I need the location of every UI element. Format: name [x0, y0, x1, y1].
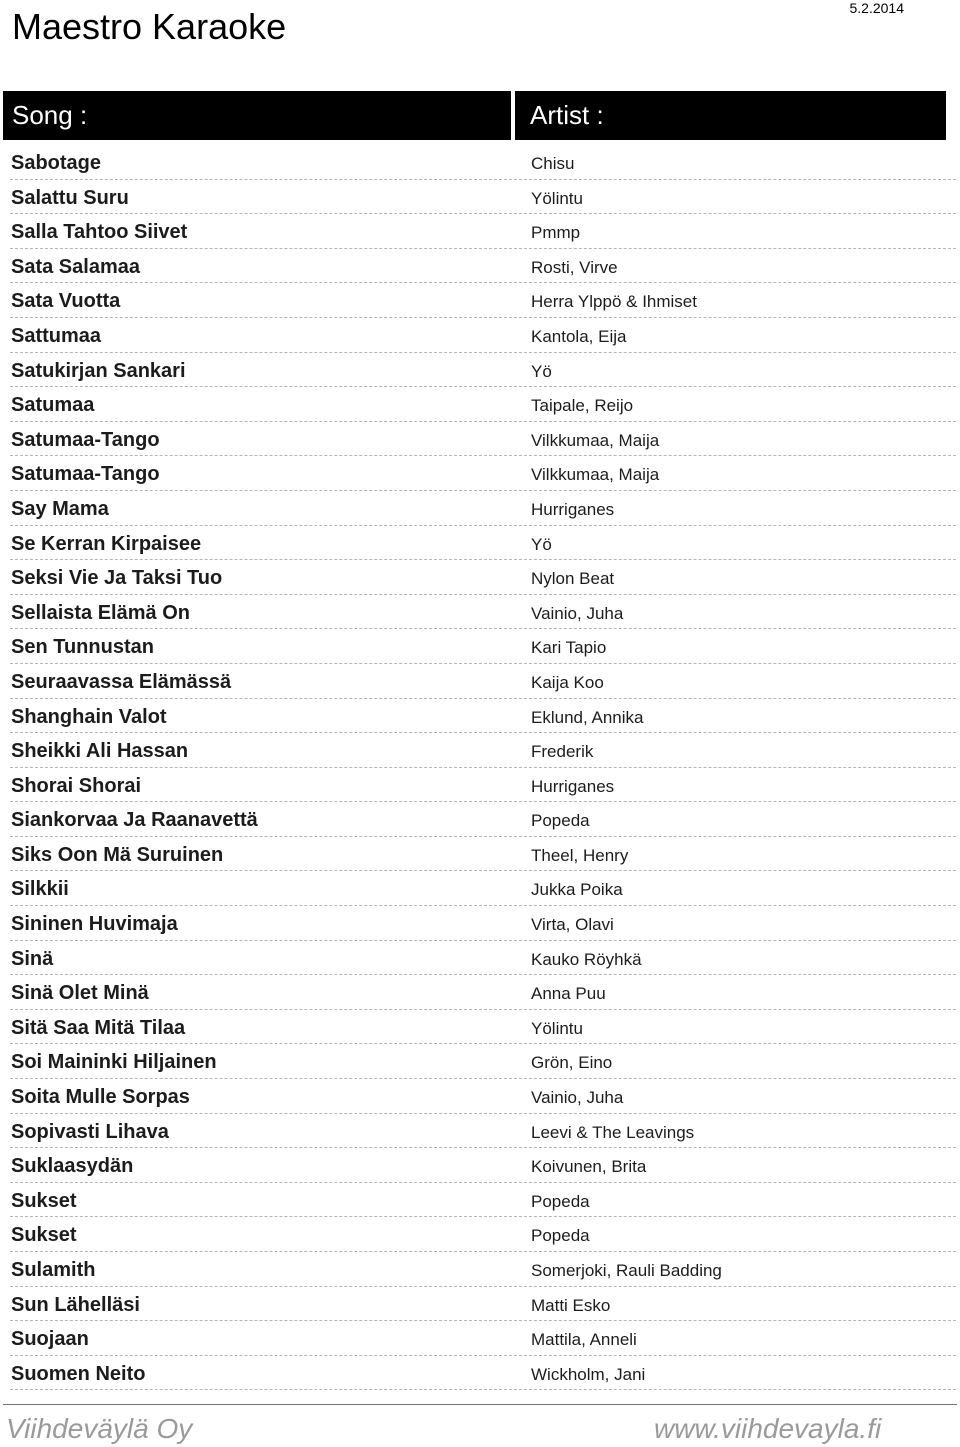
song-title: Seksi Vie Ja Taksi Tuo	[11, 567, 223, 590]
song-title: Sata Salamaa	[11, 255, 140, 278]
song-row	[0, 1217, 960, 1252]
song-artist: Vilkkumaa, Maija	[531, 465, 660, 485]
song-title: Say Mama	[11, 497, 109, 520]
song-artist: Frederik	[531, 742, 594, 762]
song-artist: Theel, Henry	[531, 845, 629, 865]
song-title: Sinä Olet Minä	[11, 982, 149, 1005]
song-title: Shorai Shorai	[11, 774, 142, 797]
song-row	[0, 1287, 960, 1322]
song-title: Sopivasti Lihava	[11, 1120, 169, 1143]
song-artist: Vainio, Juha	[531, 1088, 624, 1108]
song-title: Se Kerran Kirpaisee	[11, 532, 202, 555]
song-row	[0, 1079, 960, 1114]
song-row	[0, 1183, 960, 1218]
song-title: Sellaista Elämä On	[11, 601, 190, 624]
song-title: Satumaa	[11, 394, 95, 417]
song-title: Satukirjan Sankari	[11, 359, 186, 382]
song-title: Sininen Huvimaja	[11, 913, 178, 936]
song-title: Sinä	[11, 947, 54, 970]
song-title: Soita Mulle Sorpas	[11, 1086, 190, 1109]
song-title: Silkkii	[11, 878, 69, 901]
song-artist: Kari Tapio	[531, 638, 607, 658]
song-row	[0, 837, 960, 872]
song-artist: Wickholm, Jani	[531, 1364, 646, 1384]
song-row	[0, 768, 960, 803]
song-title: Salla Tahtoo Siivet	[11, 221, 188, 244]
song-title: Sattumaa	[11, 324, 102, 347]
song-row	[0, 802, 960, 837]
song-title: Sun Lähelläsi	[11, 1293, 140, 1316]
page-date: 5.2.2014	[849, 0, 904, 16]
footer-divider	[3, 1404, 957, 1405]
song-title: Soi Maininki Hiljainen	[11, 1051, 217, 1074]
song-title: Sen Tunnustan	[11, 636, 154, 659]
song-artist: Hurriganes	[531, 499, 615, 519]
song-row	[0, 941, 960, 976]
song-row	[0, 699, 960, 734]
song-artist: Herra Ylppö & Ihmiset	[531, 292, 697, 312]
column-header-song: Song :	[12, 100, 88, 130]
song-title: Seuraavassa Elämässä	[11, 670, 232, 693]
song-artist: Nylon Beat	[531, 569, 615, 589]
song-row	[0, 180, 960, 215]
song-row	[0, 387, 960, 422]
song-row	[0, 526, 960, 561]
song-artist: Yölintu	[531, 1018, 583, 1038]
song-artist: Eklund, Annika	[531, 707, 644, 727]
song-artist: Virta, Olavi	[531, 915, 614, 935]
song-artist: Popeda	[531, 1191, 590, 1211]
song-title: Shanghain Valot	[11, 705, 167, 728]
song-artist: Mattila, Anneli	[531, 1330, 637, 1350]
song-artist: Kauko Röyhkä	[531, 949, 642, 969]
song-artist: Rosti, Virve	[531, 257, 618, 277]
song-title: Siks Oon Mä Suruinen	[11, 843, 224, 866]
song-artist: Pmmp	[531, 223, 581, 243]
song-row	[0, 422, 960, 457]
song-row	[0, 629, 960, 664]
song-row	[0, 318, 960, 353]
song-row	[0, 595, 960, 630]
song-row	[0, 249, 960, 284]
song-artist: Somerjoki, Rauli Badding	[531, 1261, 722, 1280]
song-row	[0, 1010, 960, 1045]
song-title: Suklaasydän	[11, 1155, 134, 1178]
song-artist: Yölintu	[531, 188, 583, 208]
song-title: Satumaa-Tango	[11, 463, 160, 486]
column-header-bar	[3, 91, 946, 140]
song-artist: Vainio, Juha	[531, 603, 624, 623]
song-row	[0, 1356, 960, 1391]
song-title: Salattu Suru	[11, 186, 129, 209]
song-artist: Kaija Koo	[531, 672, 604, 692]
song-title: Sulamith	[11, 1259, 96, 1281]
song-row	[0, 1252, 960, 1287]
song-row	[0, 1114, 960, 1149]
song-artist: Popeda	[531, 811, 590, 831]
song-row	[0, 1044, 960, 1079]
song-list	[0, 145, 960, 1390]
song-row	[0, 145, 960, 180]
song-artist: Jukka Poika	[531, 880, 623, 900]
song-row	[0, 491, 960, 526]
song-title: Sukset	[11, 1224, 77, 1247]
song-row	[0, 456, 960, 491]
song-row	[0, 353, 960, 388]
song-row	[0, 1321, 960, 1356]
song-row	[0, 975, 960, 1010]
footer-url: www.viihdevayla.fi	[654, 1413, 882, 1444]
page-title: Maestro Karaoke	[12, 6, 287, 47]
song-title: Sheikki Ali Hassan	[11, 740, 189, 763]
song-row	[0, 1148, 960, 1183]
song-title: Sabotage	[11, 152, 102, 174]
song-title: Siankorvaa Ja Raanavettä	[11, 809, 258, 832]
song-artist: Yö	[531, 534, 552, 554]
song-artist: Hurriganes	[531, 776, 615, 796]
song-title: Suomen Neito	[11, 1362, 146, 1385]
song-row	[0, 560, 960, 595]
song-row	[0, 664, 960, 699]
footer-company: Viihdeväylä Oy	[6, 1413, 193, 1444]
song-title: Suojaan	[11, 1328, 89, 1351]
column-header-artist: Artist :	[530, 100, 604, 130]
song-title: Satumaa-Tango	[11, 428, 160, 451]
song-artist: Leevi & The Leavings	[531, 1122, 695, 1142]
song-row	[0, 283, 960, 318]
song-artist: Koivunen, Brita	[531, 1157, 647, 1177]
song-artist: Yö	[531, 361, 552, 381]
song-artist: Matti Esko	[531, 1295, 611, 1315]
song-title: Sata Vuotta	[11, 290, 121, 313]
song-artist: Vilkkumaa, Maija	[531, 430, 660, 450]
song-artist: Taipale, Reijo	[531, 396, 634, 416]
song-artist: Chisu	[531, 154, 575, 173]
song-title: Sukset	[11, 1189, 77, 1212]
song-row	[0, 733, 960, 768]
song-artist: Popeda	[531, 1226, 590, 1246]
song-artist: Anna Puu	[531, 984, 606, 1004]
song-artist: Grön, Eino	[531, 1053, 613, 1073]
song-row	[0, 871, 960, 906]
song-row	[0, 214, 960, 249]
song-row	[0, 906, 960, 941]
song-title: Sitä Saa Mitä Tilaa	[11, 1016, 186, 1039]
song-artist: Kantola, Eija	[531, 326, 627, 346]
